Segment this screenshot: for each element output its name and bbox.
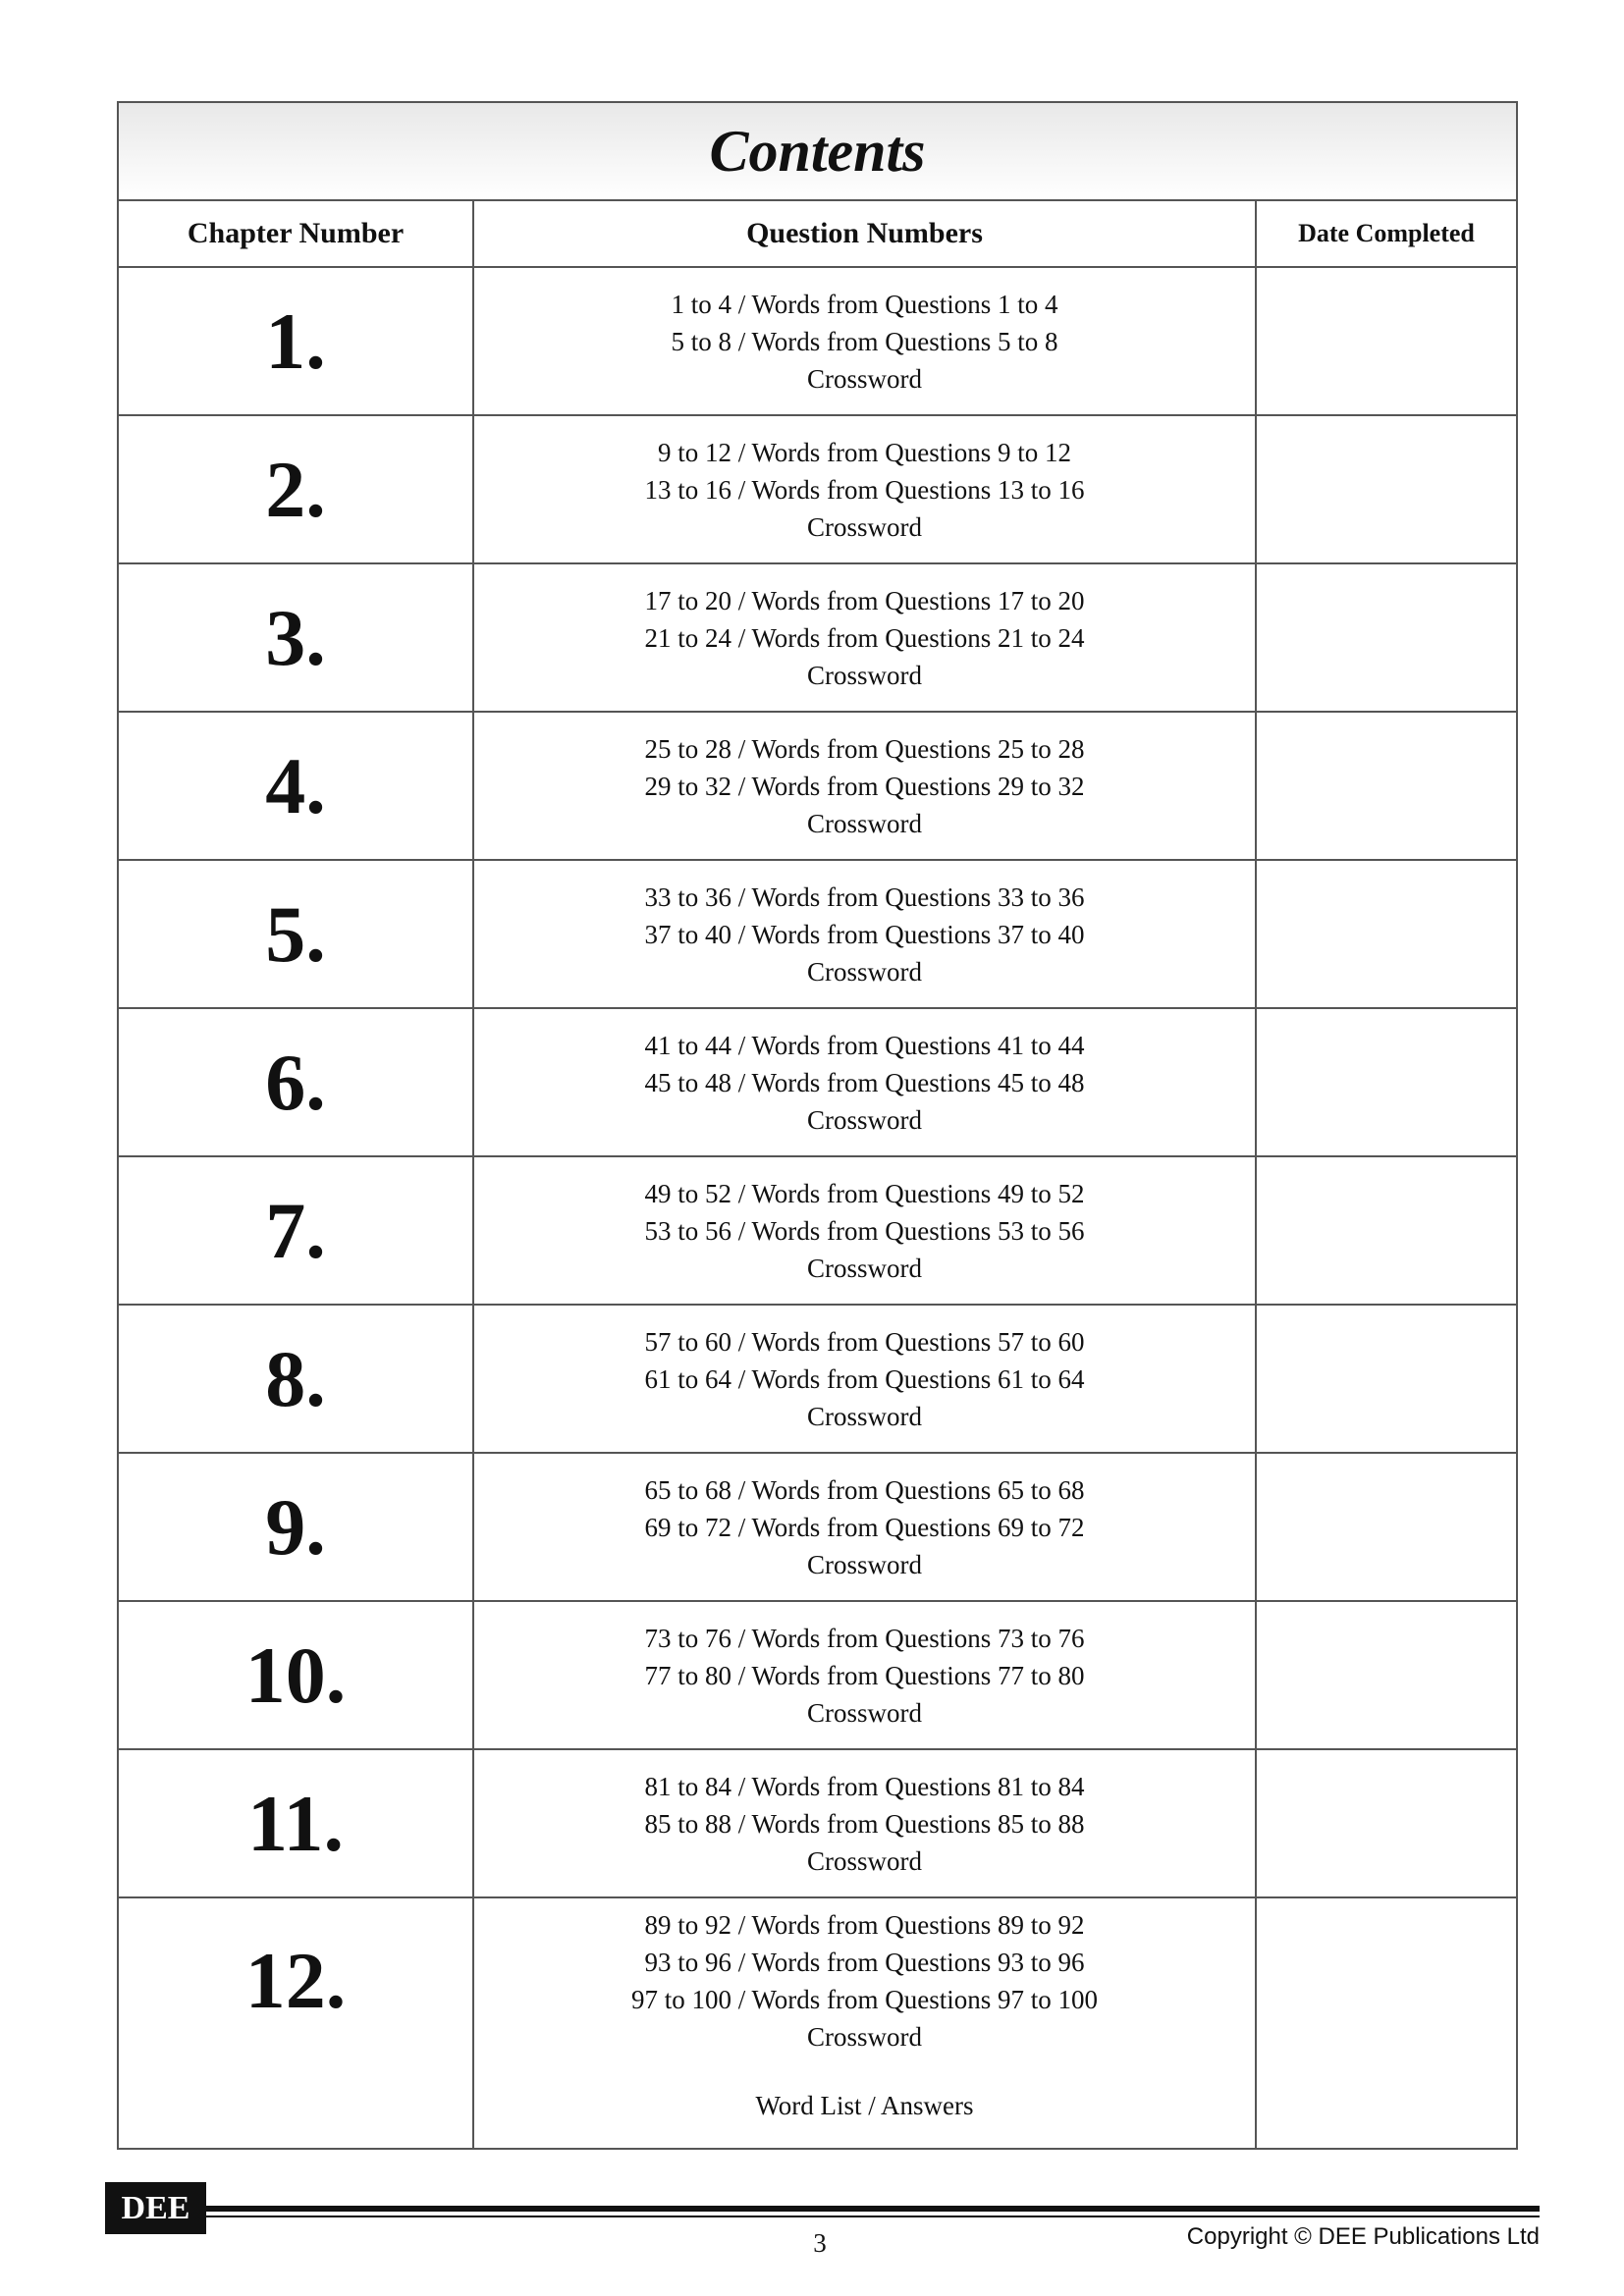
chapter-number: 8. — [265, 1333, 326, 1423]
date-completed-cell[interactable] — [1257, 416, 1516, 562]
chapter-number-cell — [119, 1898, 474, 2063]
chapter-row — [119, 1898, 1516, 2063]
chapter-number-cell — [119, 1306, 474, 1452]
chapter-row — [119, 1306, 1516, 1454]
date-completed-cell[interactable] — [1257, 713, 1516, 859]
chapter-number: 4. — [265, 740, 326, 830]
header-chapter-number: Chapter Number — [119, 201, 474, 266]
footer-rule — [206, 2206, 1540, 2212]
question-numbers-cell — [474, 1898, 1257, 2063]
question-line: Crossword — [806, 511, 922, 542]
chapter-number: 11. — [247, 1778, 344, 1868]
question-line: 33 to 36 / Words from Questions 33 to 36 — [644, 881, 1085, 912]
question-line: 93 to 96 / Words from Questions 93 to 96 — [644, 1948, 1085, 1977]
question-numbers-cell — [474, 861, 1257, 1007]
question-line: 25 to 28 / Words from Questions 25 to 28 — [644, 733, 1085, 764]
question-numbers-cell — [474, 713, 1257, 859]
chapter-row — [119, 1602, 1516, 1750]
question-line: 37 to 40 / Words from Questions 37 to 40 — [644, 919, 1085, 949]
question-numbers-cell — [474, 1306, 1257, 1452]
chapter-number: 12. — [244, 1936, 347, 2025]
chapter-number-cell — [119, 1009, 474, 1155]
date-completed-cell[interactable] — [1257, 268, 1516, 414]
question-line: 81 to 84 / Words from Questions 81 to 84 — [644, 1771, 1085, 1801]
word-list-row — [119, 2063, 1516, 2148]
question-line: Crossword — [806, 2022, 922, 2052]
question-line: Crossword — [806, 956, 922, 987]
chapter-number: 7. — [265, 1185, 326, 1275]
chapter-number-cell — [119, 1157, 474, 1304]
chapter-number-cell — [119, 1454, 474, 1600]
question-numbers-cell — [474, 1750, 1257, 1896]
question-line: Crossword — [806, 1845, 922, 1876]
chapter-row — [119, 1009, 1516, 1157]
date-completed-cell[interactable] — [1257, 1306, 1516, 1452]
question-line: Crossword — [806, 1401, 922, 1431]
copyright-notice: Copyright © DEE Publications Ltd — [1186, 2223, 1540, 2250]
question-numbers-cell — [474, 416, 1257, 562]
question-line: Crossword — [806, 1549, 922, 1579]
header-date-completed: Date Completed — [1298, 219, 1475, 247]
question-line: 73 to 76 / Words from Questions 73 to 76 — [644, 1623, 1085, 1653]
question-line: 65 to 68 / Words from Questions 65 to 68 — [644, 1474, 1085, 1505]
question-numbers-cell — [474, 268, 1257, 414]
contents-table — [117, 101, 1518, 2150]
chapter-number-cell — [119, 713, 474, 859]
chapter-row — [119, 1157, 1516, 1306]
chapter-number: 9. — [265, 1481, 326, 1572]
question-line: 17 to 20 / Words from Questions 17 to 20 — [644, 585, 1085, 615]
chapter-row — [119, 861, 1516, 1009]
question-line: Crossword — [806, 363, 922, 394]
chapter-row — [119, 713, 1516, 861]
date-completed-cell[interactable] — [1257, 1898, 1516, 2063]
word-list-label: Word List / Answers — [755, 2091, 974, 2120]
chapter-number-cell — [119, 268, 474, 414]
chapter-number-cell — [119, 1602, 474, 1748]
question-line: 13 to 16 / Words from Questions 13 to 16 — [644, 474, 1085, 505]
question-line: 1 to 4 / Words from Questions 1 to 4 — [671, 289, 1058, 319]
question-numbers-cell — [474, 1009, 1257, 1155]
question-line: Crossword — [806, 1697, 922, 1728]
question-line: 97 to 100 / Words from Questions 97 to 100 — [630, 1985, 1099, 2014]
chapter-row — [119, 268, 1516, 416]
question-line: 45 to 48 / Words from Questions 45 to 48 — [644, 1067, 1085, 1097]
chapter-number: 5. — [265, 888, 326, 979]
publisher-logo: DEE — [105, 2182, 206, 2234]
header-question-numbers: Question Numbers — [474, 201, 1257, 266]
word-list-date-cell — [1257, 2063, 1516, 2148]
question-numbers-cell — [474, 1602, 1257, 1748]
page-number: 3 — [813, 2228, 827, 2258]
question-numbers-cell — [474, 1454, 1257, 1600]
date-completed-cell[interactable] — [1257, 1602, 1516, 1748]
chapter-number: 3. — [265, 592, 326, 682]
chapter-row — [119, 1750, 1516, 1898]
question-line: Crossword — [806, 660, 922, 690]
question-line: 53 to 56 / Words from Questions 53 to 56 — [644, 1215, 1085, 1246]
chapter-row — [119, 1454, 1516, 1602]
chapter-number-cell — [119, 564, 474, 711]
footer-rule-thin — [206, 2216, 1540, 2217]
date-completed-cell[interactable] — [1257, 564, 1516, 711]
question-line: 9 to 12 / Words from Questions 9 to 12 — [657, 437, 1072, 467]
chapter-number-cell — [119, 861, 474, 1007]
question-line: 29 to 32 / Words from Questions 29 to 32 — [644, 771, 1085, 801]
chapter-number: 10. — [244, 1629, 347, 1720]
chapter-number: 1. — [265, 295, 326, 386]
chapter-number-cell — [119, 416, 474, 562]
question-line: Crossword — [806, 1253, 922, 1283]
question-line: Crossword — [806, 1104, 922, 1135]
question-line: 57 to 60 / Words from Questions 57 to 60 — [644, 1326, 1085, 1357]
question-line: 41 to 44 / Words from Questions 41 to 44 — [644, 1030, 1085, 1060]
chapter-row — [119, 564, 1516, 713]
date-completed-cell[interactable] — [1257, 861, 1516, 1007]
date-completed-cell[interactable] — [1257, 1750, 1516, 1896]
question-numbers-cell — [474, 1157, 1257, 1304]
question-line: 77 to 80 / Words from Questions 77 to 80 — [644, 1660, 1085, 1690]
page-title: Contents — [119, 103, 1516, 201]
question-line: 85 to 88 / Words from Questions 85 to 88 — [644, 1808, 1085, 1839]
question-numbers-cell — [474, 564, 1257, 711]
table-header-row — [119, 201, 1516, 268]
question-line: 5 to 8 / Words from Questions 5 to 8 — [671, 326, 1058, 356]
chapter-number-cell — [119, 1750, 474, 1896]
date-completed-cell[interactable] — [1257, 1157, 1516, 1304]
date-completed-cell[interactable] — [1257, 1009, 1516, 1155]
question-line: 21 to 24 / Words from Questions 21 to 24 — [644, 622, 1085, 653]
chapter-number: 2. — [265, 444, 326, 534]
chapter-rows — [119, 268, 1516, 2063]
chapter-row — [119, 416, 1516, 564]
question-line: 89 to 92 / Words from Questions 89 to 92 — [644, 1910, 1085, 1940]
question-line: 69 to 72 / Words from Questions 69 to 72 — [644, 1512, 1085, 1542]
word-list-cell — [474, 2063, 1257, 2148]
question-line: 49 to 52 / Words from Questions 49 to 52 — [644, 1178, 1085, 1208]
date-completed-cell[interactable] — [1257, 1454, 1516, 1600]
question-line: 61 to 64 / Words from Questions 61 to 64 — [644, 1363, 1085, 1394]
word-list-chapter-cell — [119, 2063, 474, 2148]
chapter-number: 6. — [265, 1037, 326, 1127]
question-line: Crossword — [806, 808, 922, 838]
